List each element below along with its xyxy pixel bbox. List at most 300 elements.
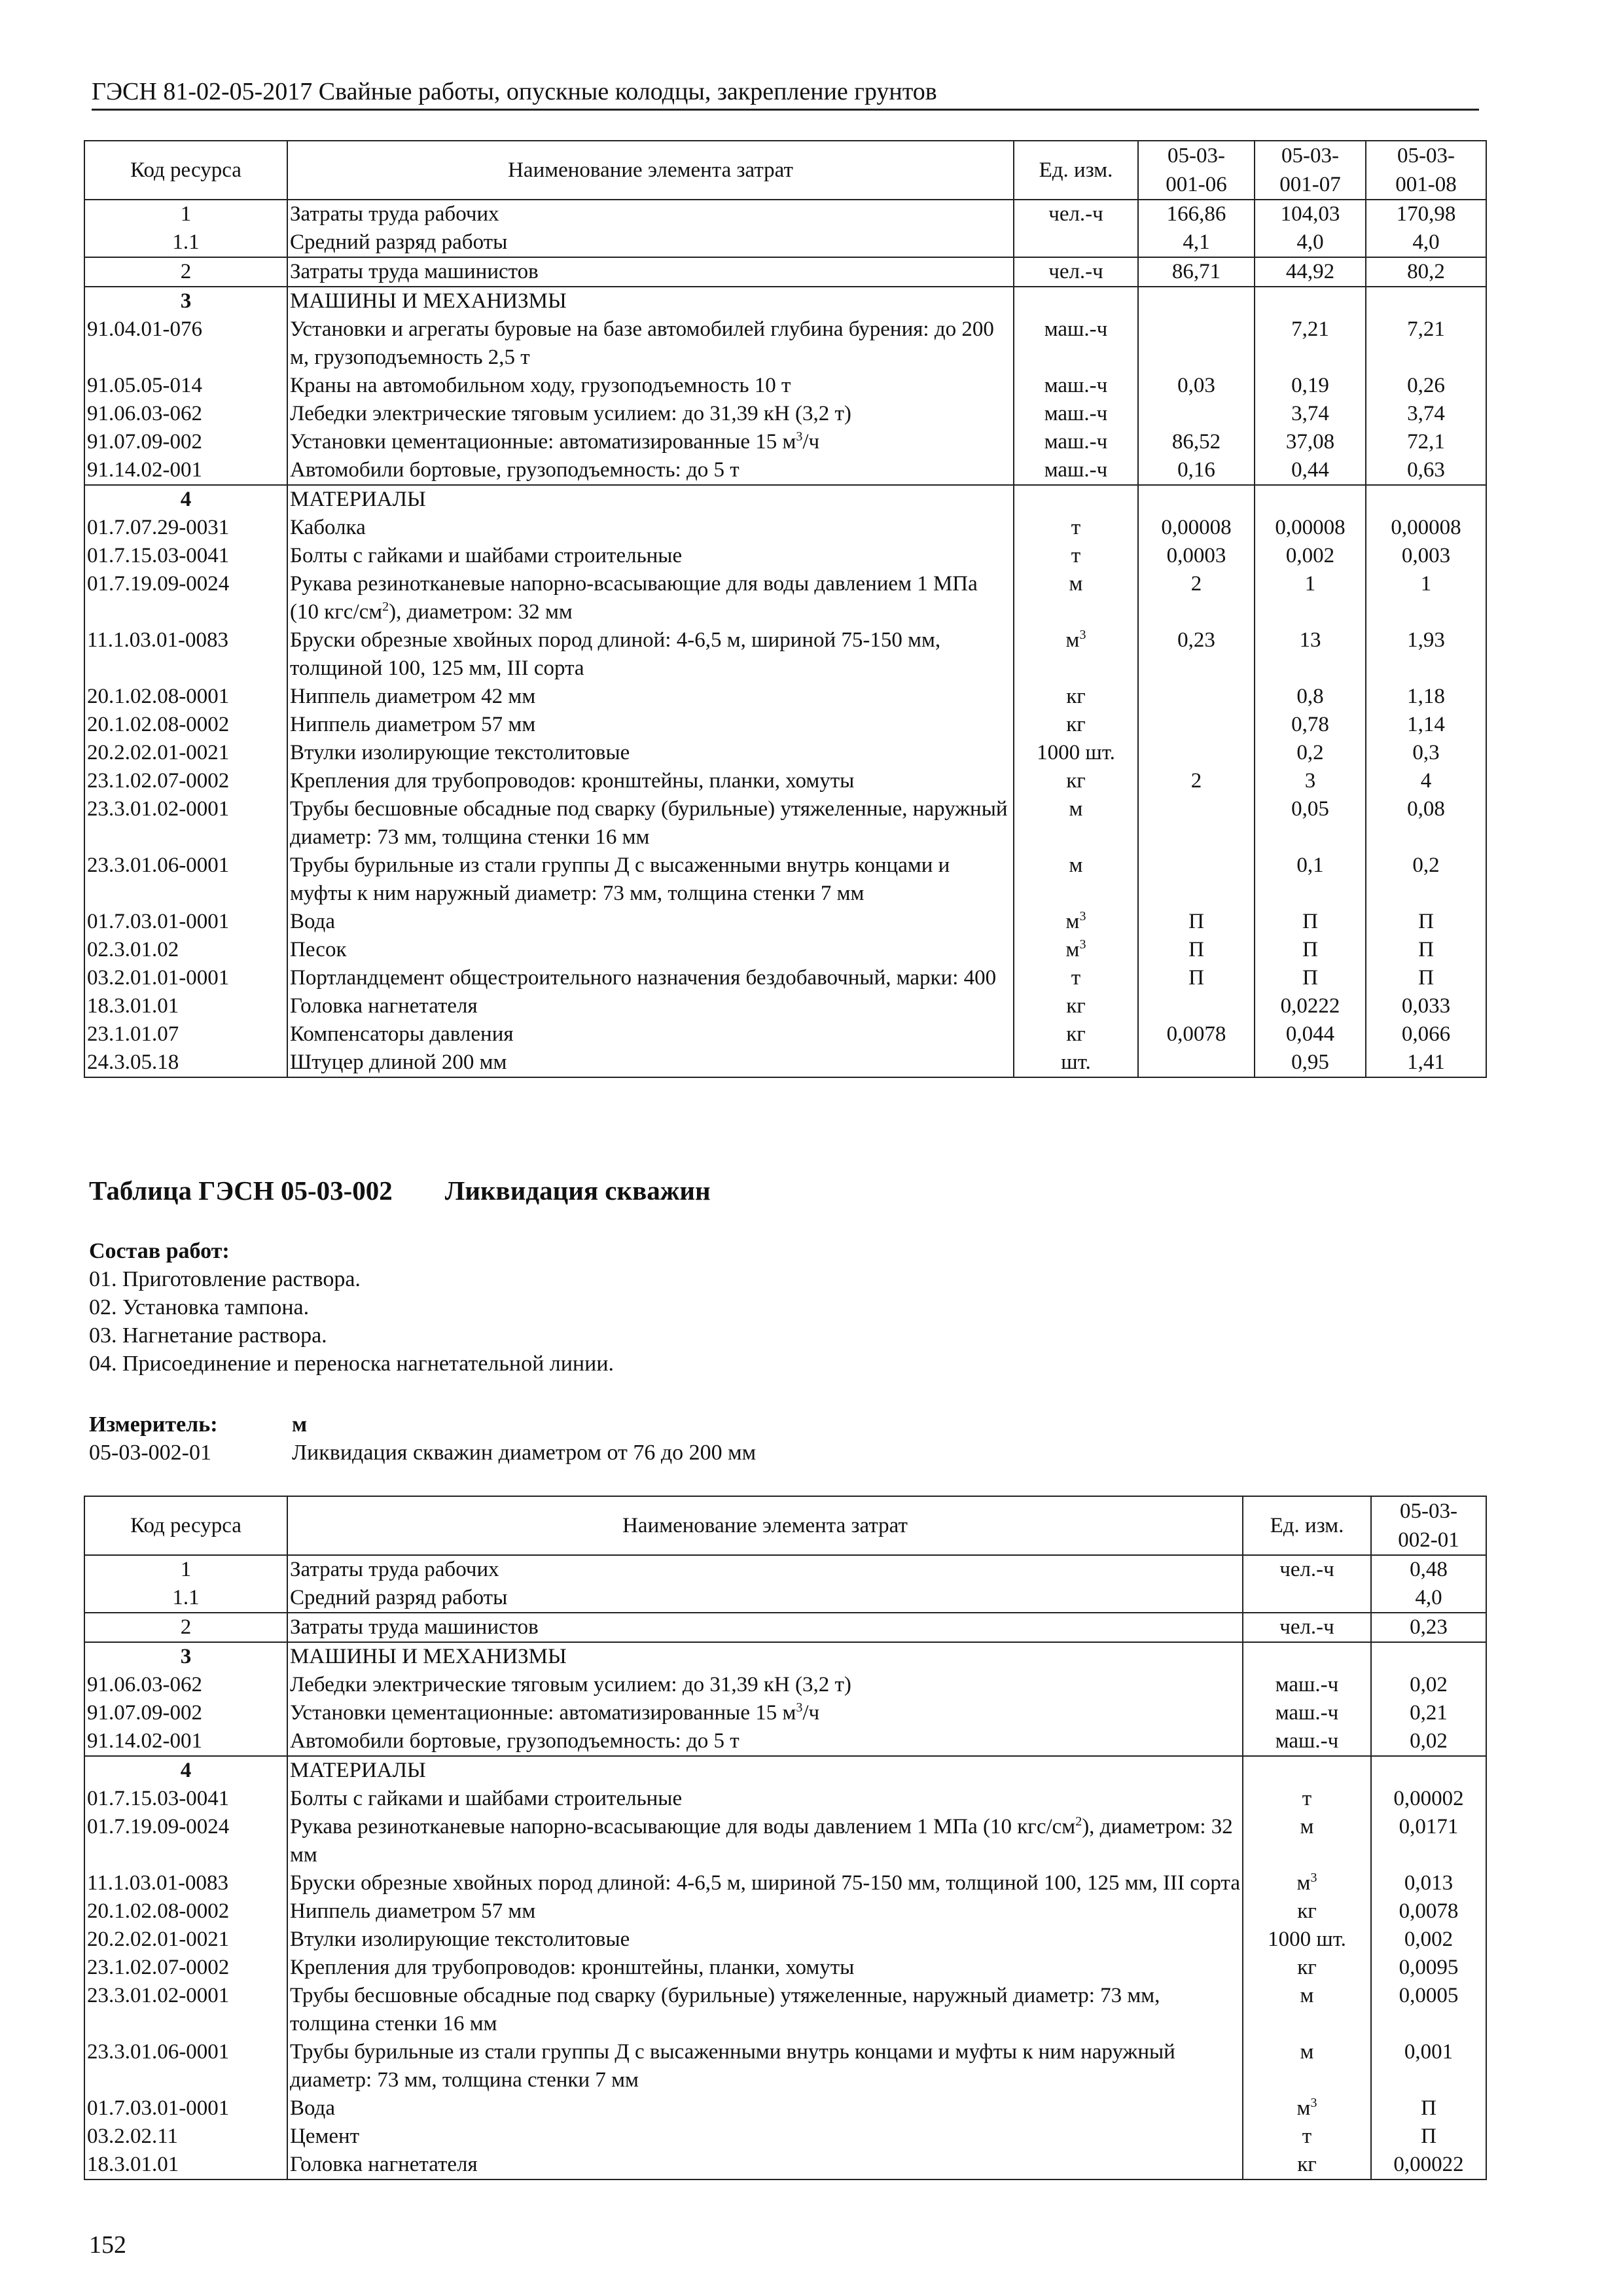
col-header-code: Код ресурса — [84, 1496, 287, 1555]
resource-code: 01.7.07.29-0031 — [84, 514, 287, 542]
resource-unit: м — [1243, 1982, 1371, 2038]
norm-value-1 — [1138, 711, 1255, 739]
norm-value-1 — [1371, 1642, 1486, 1671]
resource-unit: чел.-ч — [1014, 257, 1138, 287]
norm-value-3: 1,14 — [1366, 711, 1486, 739]
resource-unit: чел.-ч — [1243, 1555, 1371, 1584]
resource-code: 3 — [84, 287, 287, 315]
norm-value-2: 0,05 — [1255, 795, 1366, 852]
norm-value-1 — [1138, 287, 1255, 315]
resource-name: МАШИНЫ И МЕХАНИЗМЫ — [287, 1642, 1243, 1671]
table-row — [84, 2123, 1486, 2151]
resource-unit: маш.-ч — [1243, 1727, 1371, 1756]
resource-name: Трубы бурильные из стали группы Д с высаженными внутрь концами и муфты к ним наружный диаметр: 73 мм, толщина стенки 7 мм — [287, 2038, 1243, 2094]
norm-value-1: 4,0 — [1371, 1584, 1486, 1613]
norm-value-3: 0,066 — [1366, 1020, 1486, 1049]
resource-name: Штуцер длиной 200 мм — [287, 1049, 1014, 1077]
resource-code: 01.7.03.01-0001 — [84, 2094, 287, 2123]
table-row — [84, 2038, 1486, 2094]
table-row — [84, 1584, 1486, 1613]
norm-value-3: 0,2 — [1366, 852, 1486, 908]
resource-table-2 — [84, 1496, 1487, 2180]
resource-unit: маш.-ч — [1243, 1671, 1371, 1699]
resource-name: Краны на автомобильном ходу, грузоподъемность 10 т — [287, 372, 1014, 400]
table-row — [84, 485, 1486, 514]
col-header-code: Код ресурса — [84, 141, 287, 200]
table-row — [84, 1982, 1486, 2038]
table-row — [84, 683, 1486, 711]
norm-value-2 — [1255, 287, 1366, 315]
col-header-name: Наименование элемента затрат — [287, 1496, 1243, 1555]
resource-name: Ниппель диаметром 42 мм — [287, 683, 1014, 711]
resource-code: 18.3.01.01 — [84, 2151, 287, 2179]
resource-unit: чел.-ч — [1243, 1613, 1371, 1642]
table-row — [84, 372, 1486, 400]
resource-name: Втулки изолирующие текстолитовые — [287, 739, 1014, 767]
col-header-norm-2: 05-03- 001-07 — [1255, 141, 1366, 200]
resource-name: Затраты труда рабочих — [287, 200, 1014, 228]
resource-code: 01.7.19.09-0024 — [84, 1813, 287, 1869]
resource-name: Вода — [287, 2094, 1243, 2123]
table-row — [84, 570, 1486, 626]
resource-code: 91.05.05-014 — [84, 372, 287, 400]
norm-value-1: 86,71 — [1138, 257, 1255, 287]
norm-value-3: 4 — [1366, 767, 1486, 795]
norm-value-1: 0,00002 — [1371, 1785, 1486, 1813]
norm-value-2: 0,44 — [1255, 456, 1366, 485]
table-row — [84, 428, 1486, 456]
norm-value-1 — [1138, 485, 1255, 514]
resource-code: 91.06.03-062 — [84, 1671, 287, 1699]
table-row — [84, 1555, 1486, 1584]
norm-value-2: 13 — [1255, 626, 1366, 683]
resource-code: 91.06.03-062 — [84, 400, 287, 428]
norm-value-1: 0,013 — [1371, 1869, 1486, 1897]
table-row — [84, 1869, 1486, 1897]
resource-code: 20.2.02.01-0021 — [84, 739, 287, 767]
table-name: Ликвидация скважин — [444, 1175, 711, 1206]
norm-value-1: 86,52 — [1138, 428, 1255, 456]
resource-name: Портландцемент общестроительного назначения бездобавочный, марки: 400 — [287, 964, 1014, 992]
table-row — [84, 1642, 1486, 1671]
resource-name: Трубы бесшовные обсадные под сварку (бурильные) утяжеленные, наружный диаметр: 73 мм, толщина стенки 16 мм — [287, 795, 1014, 852]
resource-name: Вода — [287, 908, 1014, 936]
resource-unit: м — [1014, 570, 1138, 626]
work-step: 03. Нагнетание раствора. — [89, 1323, 327, 1348]
table-row — [84, 1699, 1486, 1727]
norm-value-2: 0,002 — [1255, 542, 1366, 570]
table-row — [84, 456, 1486, 485]
norm-value-3: П — [1366, 936, 1486, 964]
resource-unit: м — [1014, 852, 1138, 908]
col-header-unit: Ед. изм. — [1014, 141, 1138, 200]
norm-value-1: П — [1371, 2123, 1486, 2151]
norm-value-2: 104,03 — [1255, 200, 1366, 228]
table-row — [84, 1671, 1486, 1699]
resource-name: Головка нагнетателя — [287, 2151, 1243, 2179]
table-row — [84, 626, 1486, 683]
norm-value-1: 0,48 — [1371, 1555, 1486, 1584]
resource-code: 1 — [84, 200, 287, 228]
norm-value-2: 37,08 — [1255, 428, 1366, 456]
table-row — [84, 711, 1486, 739]
resource-name: Лебедки электрические тяговым усилием: до 31,39 кН (3,2 т) — [287, 1671, 1243, 1699]
norm-value-3: 1,93 — [1366, 626, 1486, 683]
resource-unit: т — [1243, 2123, 1371, 2151]
resource-name: Компенсаторы давления — [287, 1020, 1014, 1049]
norm-value-1 — [1138, 739, 1255, 767]
table-row — [84, 1785, 1486, 1813]
table-header-row — [84, 1496, 1486, 1555]
resource-unit — [1014, 485, 1138, 514]
resource-code: 03.2.02.11 — [84, 2123, 287, 2151]
norm-value-2: 4,0 — [1255, 228, 1366, 257]
resource-unit — [1243, 1642, 1371, 1671]
norm-value-2: П — [1255, 908, 1366, 936]
resource-unit: кг — [1243, 1954, 1371, 1982]
norm-value-2: 0,1 — [1255, 852, 1366, 908]
resource-name: Затраты труда машинистов — [287, 1613, 1243, 1642]
norm-value-1: П — [1138, 964, 1255, 992]
resource-name: Автомобили бортовые, грузоподъемность: до 5 т — [287, 1727, 1243, 1756]
norm-value-1 — [1138, 1049, 1255, 1077]
table-row — [84, 1954, 1486, 1982]
resource-code: 23.3.01.02-0001 — [84, 795, 287, 852]
table-row — [84, 739, 1486, 767]
resource-code: 24.3.05.18 — [84, 1049, 287, 1077]
norm-value-1: 0,0005 — [1371, 1982, 1486, 2038]
norm-value-2: 1 — [1255, 570, 1366, 626]
norm-value-1: 2 — [1138, 767, 1255, 795]
resource-code: 20.2.02.01-0021 — [84, 1926, 287, 1954]
works-composition — [89, 1237, 614, 1378]
resource-name: Лебедки электрические тяговым усилием: до 31,39 кН (3,2 т) — [287, 400, 1014, 428]
resource-code: 2 — [84, 257, 287, 287]
resource-name: Цемент — [287, 2123, 1243, 2151]
norm-value-3: 0,63 — [1366, 456, 1486, 485]
resource-unit: маш.-ч — [1014, 428, 1138, 456]
norm-value-1: П — [1138, 936, 1255, 964]
table-header-row — [84, 141, 1486, 200]
resource-code: 91.07.09-002 — [84, 1699, 287, 1727]
resource-code: 01.7.15.03-0041 — [84, 542, 287, 570]
resource-name: Рукава резинотканевые напорно-всасывающие для воды давлением 1 МПа (10 кгс/$см^2$), диаметром: 32 мм — [287, 1813, 1243, 1869]
resource-code: 20.1.02.08-0002 — [84, 711, 287, 739]
norm-value-1 — [1138, 795, 1255, 852]
resource-unit: чел.-ч — [1014, 200, 1138, 228]
meter-label: Измеритель: — [89, 1412, 218, 1437]
norm-value-2: 3 — [1255, 767, 1366, 795]
table-row — [84, 1813, 1486, 1869]
norm-value-3: 80,2 — [1366, 257, 1486, 287]
norm-value-2: 0,95 — [1255, 1049, 1366, 1077]
resource-code: 03.2.01.01-0001 — [84, 964, 287, 992]
resource-code: 01.7.03.01-0001 — [84, 908, 287, 936]
norm-value-1: 0,0078 — [1371, 1897, 1486, 1926]
norm-value-1 — [1138, 683, 1255, 711]
norm-value-3: 1,18 — [1366, 683, 1486, 711]
resource-code: 3 — [84, 1642, 287, 1671]
resource-name: Крепления для трубопроводов: кронштейны, планки, хомуты — [287, 1954, 1243, 1982]
norm-value-2: 0,044 — [1255, 1020, 1366, 1049]
resource-unit — [1014, 287, 1138, 315]
norm-value-1: 0,00008 — [1138, 514, 1255, 542]
norm-value-2: 0,78 — [1255, 711, 1366, 739]
norm-value-2: 44,92 — [1255, 257, 1366, 287]
norm-value-3: 3,74 — [1366, 400, 1486, 428]
resource-name: Болты с гайками и шайбами строительные — [287, 542, 1014, 570]
norm-value-1 — [1138, 992, 1255, 1020]
resource-code: 20.1.02.08-0001 — [84, 683, 287, 711]
table-label: Таблица ГЭСН 05-03-002 — [89, 1175, 393, 1206]
resource-unit: $м^3$ — [1014, 626, 1138, 683]
norm-value-3: 0,033 — [1366, 992, 1486, 1020]
resource-unit: кг — [1014, 683, 1138, 711]
norm-value-1: 0,16 — [1138, 456, 1255, 485]
table-row — [84, 2094, 1486, 2123]
resource-name: Бруски обрезные хвойных пород длиной: 4-6,5 м, шириной 75-150 мм, толщиной 100, 125 мм, III сорта — [287, 1869, 1243, 1897]
resource-table-1 — [84, 140, 1487, 1078]
resource-unit: $м^3$ — [1243, 1869, 1371, 1897]
norm-value-2: 0,0222 — [1255, 992, 1366, 1020]
work-step: 04. Присоединение и переноска нагнетательной линии. — [89, 1352, 615, 1376]
resource-name: Трубы бесшовные обсадные под сварку (бурильные) утяжеленные, наружный диаметр: 73 мм, толщина стенки 16 мм — [287, 1982, 1243, 2038]
table-row — [84, 200, 1486, 228]
resource-unit: 1000 шт. — [1014, 739, 1138, 767]
norm-value-3: 1 — [1366, 570, 1486, 626]
resource-name: МАТЕРИАЛЫ — [287, 1756, 1243, 1785]
norm-value-1: 2 — [1138, 570, 1255, 626]
resource-code: 11.1.03.01-0083 — [84, 626, 287, 683]
norm-value-1: 0,001 — [1371, 2038, 1486, 2094]
norm-value-1: П — [1138, 908, 1255, 936]
col-header-unit: Ед. изм. — [1243, 1496, 1371, 1555]
resource-name: Установки цементационные: автоматизированные 15 $м^3/ч$ — [287, 428, 1014, 456]
table-row — [84, 1049, 1486, 1077]
resource-code: 23.3.01.06-0001 — [84, 2038, 287, 2094]
norm-value-1: 0,002 — [1371, 1926, 1486, 1954]
resource-code: 20.1.02.08-0002 — [84, 1897, 287, 1926]
resource-code: 23.1.01.07 — [84, 1020, 287, 1049]
norm-value-1: 166,86 — [1138, 200, 1255, 228]
resource-unit: т — [1014, 514, 1138, 542]
norm-value-1: 0,0003 — [1138, 542, 1255, 570]
norm-value-2 — [1255, 485, 1366, 514]
norm-value-3: 7,21 — [1366, 315, 1486, 372]
norm-value-1 — [1138, 315, 1255, 372]
table-row — [84, 767, 1486, 795]
meter-block — [89, 1410, 756, 1467]
table-row — [84, 795, 1486, 852]
resource-code: 23.3.01.06-0001 — [84, 852, 287, 908]
table-row — [84, 1020, 1486, 1049]
resource-name: Затраты труда рабочих — [287, 1555, 1243, 1584]
resource-code: 91.14.02-001 — [84, 1727, 287, 1756]
resource-unit: маш.-ч — [1014, 400, 1138, 428]
resource-unit: $м^3$ — [1243, 2094, 1371, 2123]
resource-code: 4 — [84, 1756, 287, 1785]
norm-value-1: 0,03 — [1138, 372, 1255, 400]
resource-name: Головка нагнетателя — [287, 992, 1014, 1020]
resource-code: 02.3.01.02 — [84, 936, 287, 964]
resource-code: 01.7.19.09-0024 — [84, 570, 287, 626]
resource-name: Каболка — [287, 514, 1014, 542]
resource-unit: кг — [1014, 992, 1138, 1020]
item-code: 05-03-002-01 — [89, 1441, 211, 1465]
table-title — [89, 1175, 711, 1206]
resource-unit: шт. — [1014, 1049, 1138, 1077]
resource-name: Установки цементационные: автоматизированные 15 $м^3/ч$ — [287, 1699, 1243, 1727]
resource-name: МАТЕРИАЛЫ — [287, 485, 1014, 514]
page-number: 152 — [89, 2231, 126, 2259]
norm-value-2: 3,74 — [1255, 400, 1366, 428]
table-row — [84, 400, 1486, 428]
norm-value-3: 72,1 — [1366, 428, 1486, 456]
resource-unit: м — [1243, 1813, 1371, 1869]
work-step: 02. Установка тампона. — [89, 1295, 310, 1319]
table-row — [84, 936, 1486, 964]
norm-value-3: 0,08 — [1366, 795, 1486, 852]
col-header-name: Наименование элемента затрат — [287, 141, 1014, 200]
running-header: ГЭСН 81-02-05-2017 Свайные работы, опускные колодцы, закрепление грунтов — [92, 77, 1479, 111]
resource-code: 91.14.02-001 — [84, 456, 287, 485]
norm-value-3: П — [1366, 908, 1486, 936]
resource-unit — [1014, 228, 1138, 257]
resource-unit: т — [1014, 964, 1138, 992]
table-row — [84, 852, 1486, 908]
norm-value-2: 0,00008 — [1255, 514, 1366, 542]
resource-unit: маш.-ч — [1243, 1699, 1371, 1727]
resource-code: 23.1.02.07-0002 — [84, 1954, 287, 1982]
norm-value-1: 0,23 — [1138, 626, 1255, 683]
table-row — [84, 1897, 1486, 1926]
resource-name: Ниппель диаметром 57 мм — [287, 1897, 1243, 1926]
norm-value-1: 0,21 — [1371, 1699, 1486, 1727]
norm-value-1: 0,0171 — [1371, 1813, 1486, 1869]
norm-value-1: П — [1371, 2094, 1486, 2123]
resource-code: 1.1 — [84, 1584, 287, 1613]
norm-value-3 — [1366, 287, 1486, 315]
resource-unit: кг — [1014, 767, 1138, 795]
resource-name: Затраты труда машинистов — [287, 257, 1014, 287]
resource-name: Ниппель диаметром 57 мм — [287, 711, 1014, 739]
resource-unit: маш.-ч — [1014, 456, 1138, 485]
resource-name: Автомобили бортовые, грузоподъемность: до 5 т — [287, 456, 1014, 485]
resource-name: Рукава резинотканевые напорно-всасывающие для воды давлением 1 МПа (10 кгс/$см^2$), диаметром: 32 мм — [287, 570, 1014, 626]
table-row — [84, 287, 1486, 315]
resource-name: Трубы бурильные из стали группы Д с высаженными внутрь концами и муфты к ним наружный диаметр: 73 мм, толщина стенки 7 мм — [287, 852, 1014, 908]
resource-name: Средний разряд работы — [287, 228, 1014, 257]
norm-value-1: 0,23 — [1371, 1613, 1486, 1642]
norm-value-2: П — [1255, 964, 1366, 992]
resource-code: 2 — [84, 1613, 287, 1642]
norm-value-3: 170,98 — [1366, 200, 1486, 228]
norm-value-1: 0,00022 — [1371, 2151, 1486, 2179]
works-heading: Состав работ: — [89, 1239, 230, 1263]
resource-name: Болты с гайками и шайбами строительные — [287, 1785, 1243, 1813]
table-row — [84, 1727, 1486, 1756]
resource-unit: $м^3$ — [1014, 936, 1138, 964]
resource-unit: т — [1014, 542, 1138, 570]
norm-value-3: 4,0 — [1366, 228, 1486, 257]
resource-name: Песок — [287, 936, 1014, 964]
resource-name: Установки и агрегаты буровые на базе автомобилей глубина бурения: до 200 м, грузоподъемность 2,5 т — [287, 315, 1014, 372]
resource-unit: маш.-ч — [1014, 372, 1138, 400]
norm-value-1: 0,0078 — [1138, 1020, 1255, 1049]
resource-unit — [1243, 1756, 1371, 1785]
norm-value-3: П — [1366, 964, 1486, 992]
resource-code: 01.7.15.03-0041 — [84, 1785, 287, 1813]
norm-value-3: 0,3 — [1366, 739, 1486, 767]
norm-value-3: 1,41 — [1366, 1049, 1486, 1077]
resource-unit: м — [1243, 2038, 1371, 2094]
item-description: Ликвидация скважин диаметром от 76 до 200 мм — [292, 1441, 757, 1465]
norm-value-1 — [1138, 400, 1255, 428]
resource-unit: кг — [1243, 2151, 1371, 2179]
resource-unit: кг — [1014, 1020, 1138, 1049]
norm-value-1: 4,1 — [1138, 228, 1255, 257]
resource-name: Бруски обрезные хвойных пород длиной: 4-6,5 м, шириной 75-150 мм, толщиной 100, 125 мм, III сорта — [287, 626, 1014, 683]
table-row — [84, 992, 1486, 1020]
table-row — [84, 542, 1486, 570]
resource-code: 23.1.02.07-0002 — [84, 767, 287, 795]
norm-value-3: 0,26 — [1366, 372, 1486, 400]
norm-value-2: 0,2 — [1255, 739, 1366, 767]
table-row — [84, 228, 1486, 257]
resource-code: 18.3.01.01 — [84, 992, 287, 1020]
works-list — [89, 1265, 614, 1378]
resource-unit: кг — [1014, 711, 1138, 739]
meter-value: м — [292, 1412, 308, 1437]
norm-value-3: 0,003 — [1366, 542, 1486, 570]
table-row — [84, 1926, 1486, 1954]
table-row — [84, 908, 1486, 936]
table-row — [84, 964, 1486, 992]
resource-code: 91.07.09-002 — [84, 428, 287, 456]
resource-unit — [1243, 1584, 1371, 1613]
resource-name: Крепления для трубопроводов: кронштейны, планки, хомуты — [287, 767, 1014, 795]
table-row — [84, 1756, 1486, 1785]
norm-value-1 — [1138, 852, 1255, 908]
norm-value-2: П — [1255, 936, 1366, 964]
table-row — [84, 315, 1486, 372]
resource-unit: маш.-ч — [1014, 315, 1138, 372]
table-row — [84, 514, 1486, 542]
resource-name: Средний разряд работы — [287, 1584, 1243, 1613]
resource-name: МАШИНЫ И МЕХАНИЗМЫ — [287, 287, 1014, 315]
resource-name: Втулки изолирующие текстолитовые — [287, 1926, 1243, 1954]
resource-unit: $м^3$ — [1014, 908, 1138, 936]
table-row — [84, 1613, 1486, 1642]
resource-code: 4 — [84, 485, 287, 514]
resource-code: 91.04.01-076 — [84, 315, 287, 372]
resource-unit: кг — [1243, 1897, 1371, 1926]
work-step: 01. Приготовление раствора. — [89, 1267, 361, 1291]
col-header-norm-1: 05-03- 002-01 — [1371, 1496, 1486, 1555]
table-row — [84, 257, 1486, 287]
norm-value-2: 7,21 — [1255, 315, 1366, 372]
resource-code: 23.3.01.02-0001 — [84, 1982, 287, 2038]
resource-unit: т — [1243, 1785, 1371, 1813]
col-header-norm-3: 05-03- 001-08 — [1366, 141, 1486, 200]
resource-code: 1.1 — [84, 228, 287, 257]
norm-value-3: 0,00008 — [1366, 514, 1486, 542]
norm-value-1: 0,02 — [1371, 1671, 1486, 1699]
norm-value-3 — [1366, 485, 1486, 514]
col-header-norm-1: 05-03- 001-06 — [1138, 141, 1255, 200]
resource-code: 11.1.03.01-0083 — [84, 1869, 287, 1897]
resource-unit: м — [1014, 795, 1138, 852]
